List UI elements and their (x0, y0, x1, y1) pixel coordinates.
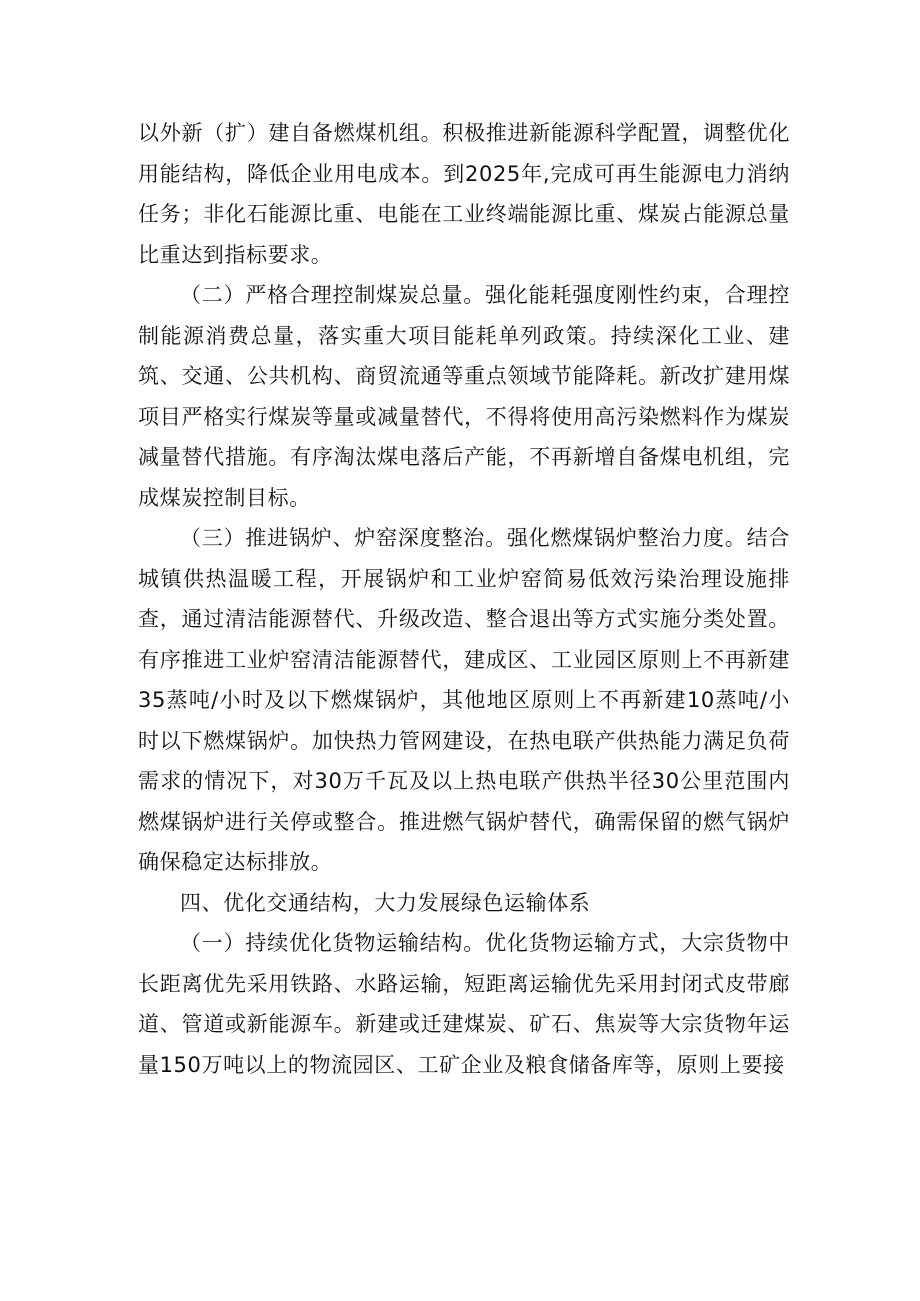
paragraph-boiler-rectification: （三）推进锅炉、炉窑深度整治。强化燃煤锅炉整治力度。结合城镇供热温暖工程，开展锅炉和工业炉窑简易低效污染治理设施排查，通过清洁能源替代、升级改造、整合退出等方式实施分类处置。有序推进工业炉窑清洁能源替代，建成区、工业园区原则上不再新建35蒸吨/小时及以下燃煤锅炉，其他地区原则上不再新建10蒸吨/小时以下燃煤锅炉。加快热力管网建设，在热电联产供热能力满足负荷需求的情况下，对30万千瓦及以上热电联产供热半径30公里范围内燃煤锅炉进行关停或整合。推进燃气锅炉替代，确需保留的燃气锅炉确保稳定达标排放。 (138, 526, 790, 874)
document-body (138, 113, 790, 1085)
paragraph-continuation: 以外新（扩）建自备燃煤机组。积极推进新能源科学配置，调整优化用能结构，降低企业用电成本。到2025年,完成可再生能源电力消纳任务；非化石能源比重、电能在工业终端能源比重、煤炭占能源总量比重达到指标要求。 (138, 121, 790, 267)
paragraph-freight-structure: （一）持续优化货物运输结构。优化货物运输方式，大宗货物中长距离优先采用铁路、水路运输，短距离运输优先采用封闭式皮带廊道、管道或新能源车。新建或迁建煤炭、矿石、焦炭等大宗货物年运量150万吨以上的物流园区、工矿企业及粮食储备库等，原则上要接 (138, 931, 790, 1077)
section-heading-transport: 四、优化交通结构，大力发展绿色运输体系 (180, 890, 591, 915)
paragraph-coal-control: （二）严格合理控制煤炭总量。强化能耗强度刚性约束，合理控制能源消费总量，落实重大项目能耗单列政策。持续深化工业、建筑、交通、公共机构、商贸流通等重点领域节能降耗。新改扩建用煤项目严格实行煤炭等量或减量替代，不得将使用高污染燃料作为煤炭减量替代措施。有序淘汰煤电落后产能，不再新增自备煤电机组，完成煤炭控制目标。 (138, 283, 790, 510)
